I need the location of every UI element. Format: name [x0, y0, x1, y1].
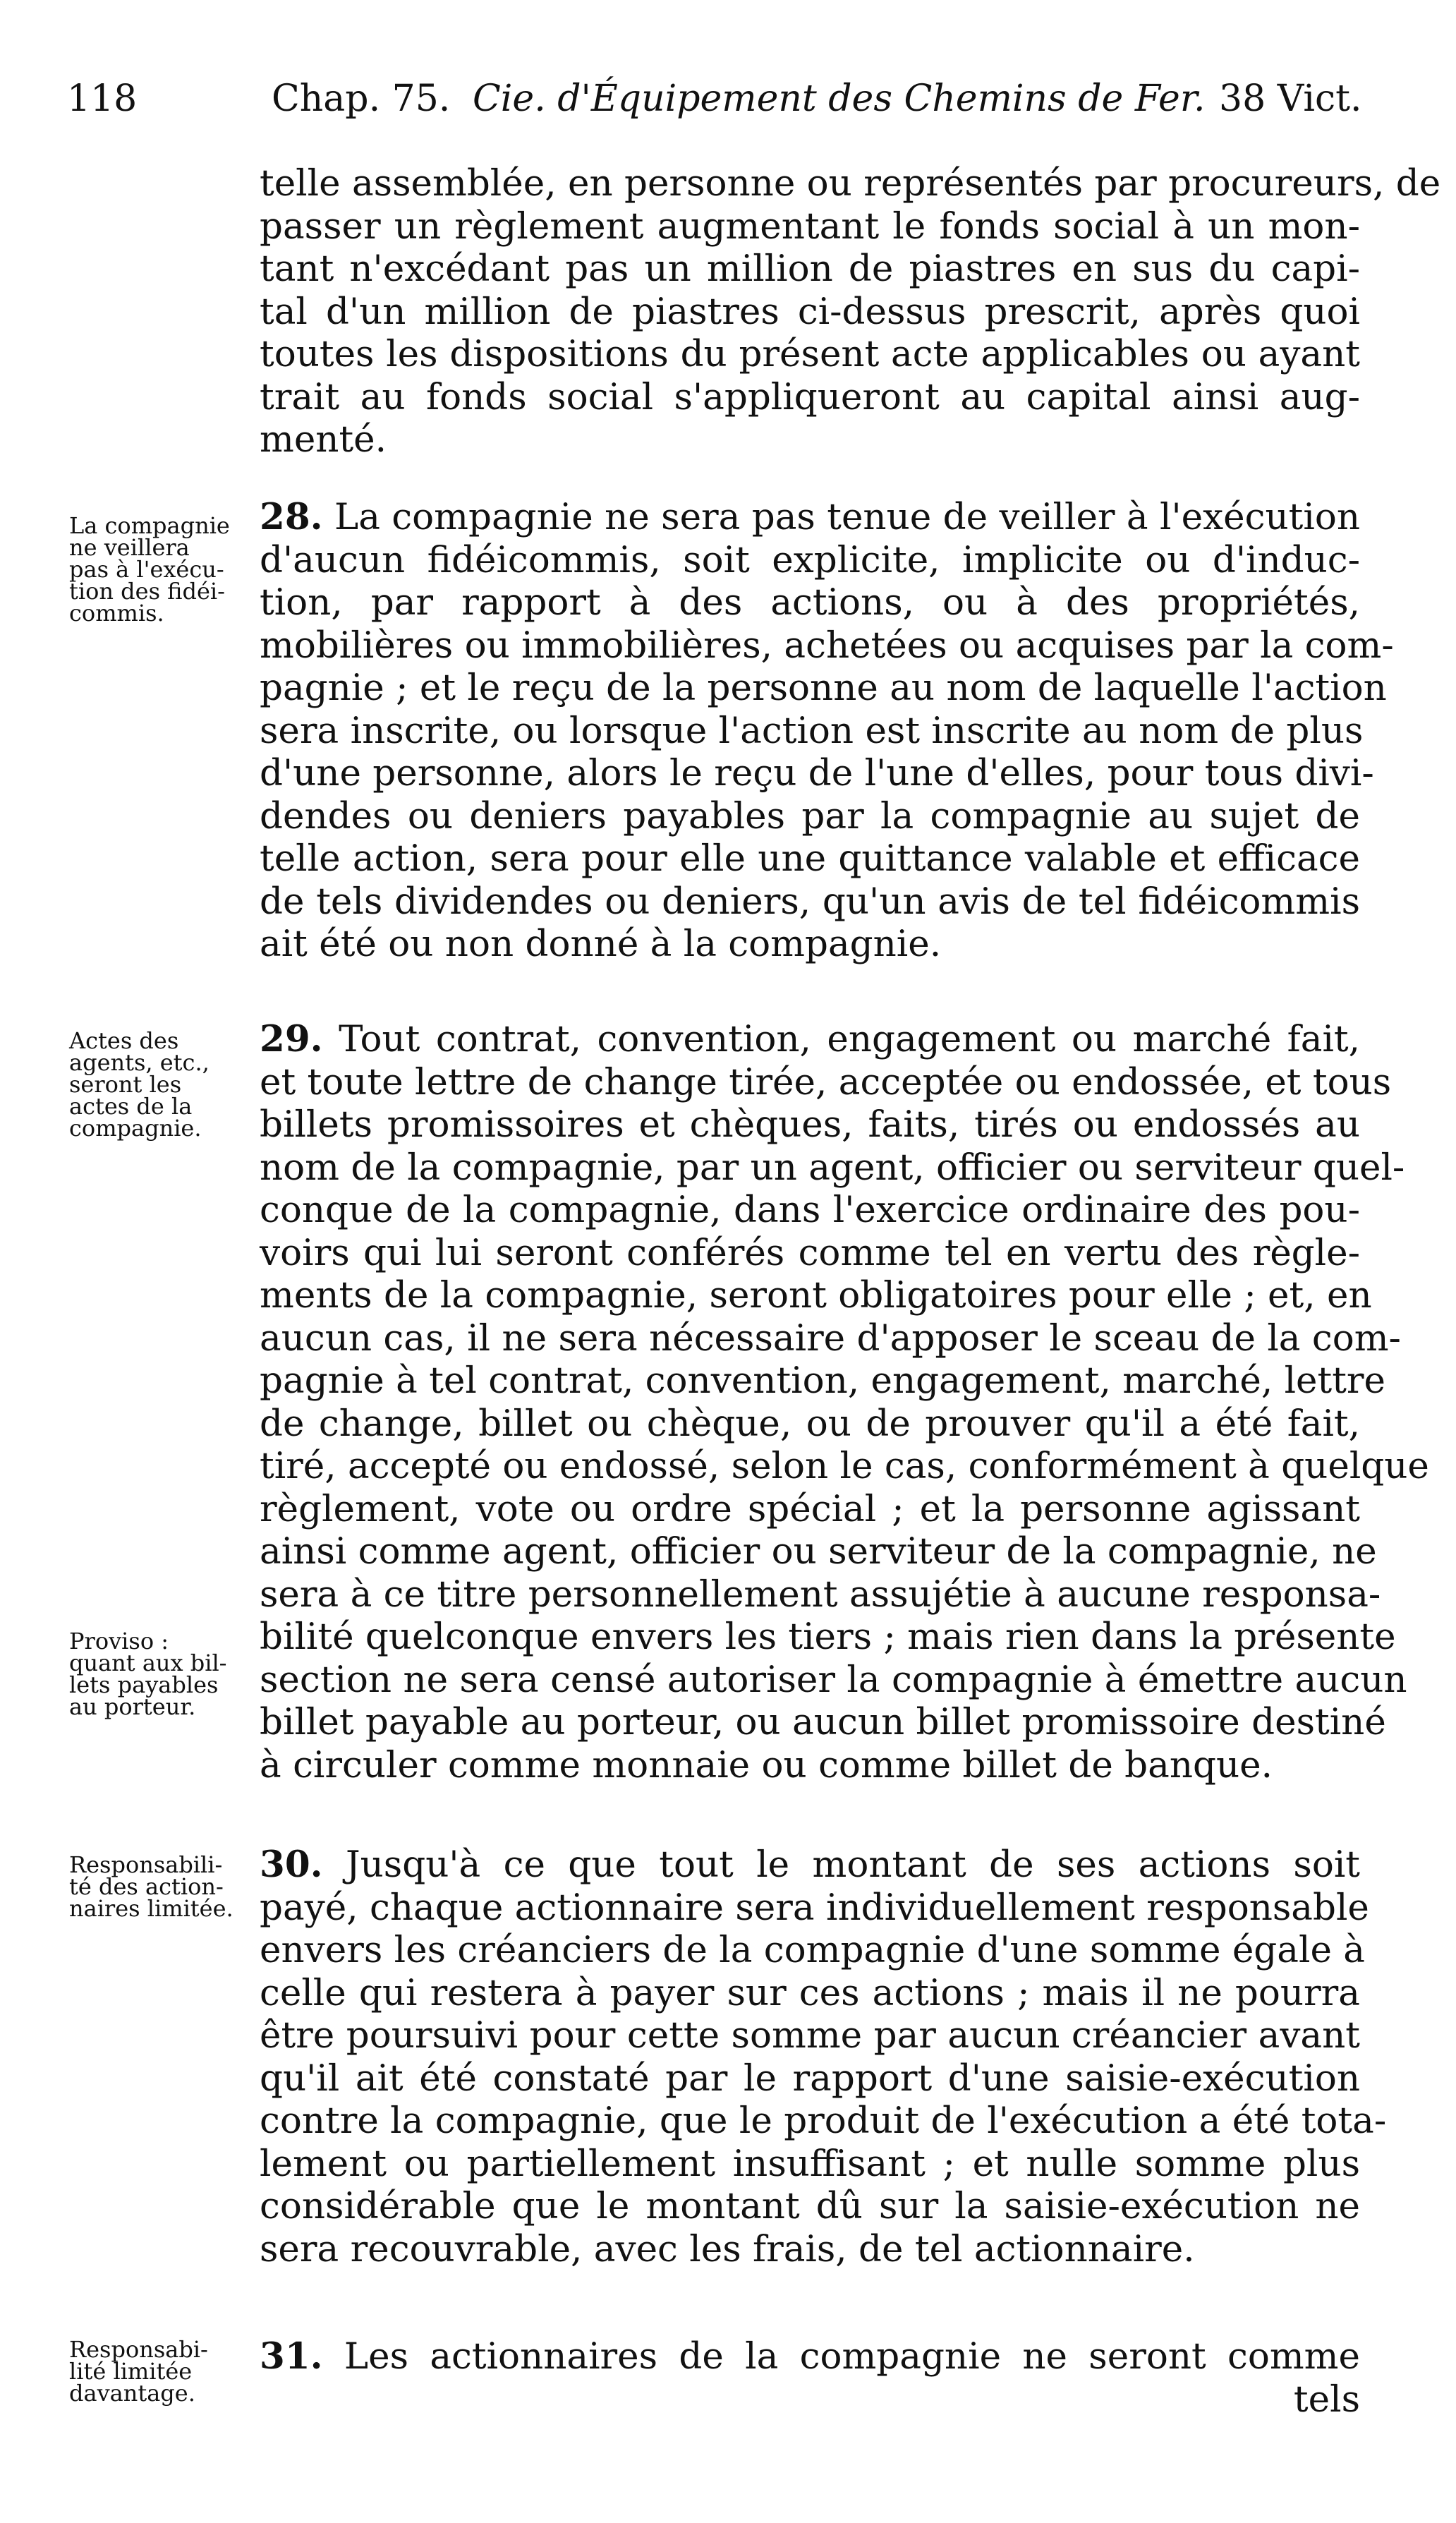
text-line — [260, 496, 1360, 539]
text-line — [260, 1844, 1360, 1887]
margin-note-line: pas à l'exécu- — [69, 556, 224, 583]
margin-note-line: La compagnie — [69, 512, 230, 539]
margin-note-line: ne veillera — [69, 534, 190, 561]
text-line: d'une personne, alors le reçu de l'une d'elles, pour tous divi- — [260, 752, 1374, 794]
text-line: bilité quelconque envers les tiers ; mais rien dans la présente — [260, 1616, 1396, 1658]
section-31 — [260, 2335, 1360, 2421]
margin-note-section-30 — [69, 1851, 249, 1922]
text-line: et toute lettre de change tirée, acceptée ou endossée, et tous — [260, 1060, 1392, 1103]
text-line: de change, billet ou chèque, ou de prouver qu'il a été fait, — [260, 1402, 1360, 1445]
section-30 — [260, 1844, 1387, 2270]
margin-note-line: Actes des — [69, 1027, 179, 1054]
margin-note-section-31 — [69, 2336, 249, 2407]
text-line: billets promissoires et chèques, faits, tirés ou endossés au — [260, 1103, 1360, 1146]
margin-note-line: lité limitée — [69, 2358, 193, 2385]
paragraph-continuation — [260, 162, 1441, 461]
text-line: envers les créanciers de la compagnie d'une somme égale à — [260, 1929, 1366, 1971]
text-line: sera inscrite, ou lorsque l'action est inscrite au nom de plus — [260, 709, 1364, 752]
text-line: considérable que le montant dû sur la saisie-exécution ne — [260, 2185, 1360, 2227]
text-line: conque de la compagnie, dans l'exercice ordinaire des pou- — [260, 1189, 1360, 1231]
margin-note-section-28 — [69, 512, 249, 627]
text-line: règlement, vote ou ordre spécial ; et la personne agissant — [260, 1487, 1360, 1530]
text-line: sera à ce titre personnellement assujétie à aucune responsa- — [260, 1573, 1381, 1616]
margin-note-line: agents, etc., — [69, 1049, 210, 1076]
text-line: nom de la compagnie, par un agent, officier ou serviteur quel- — [260, 1146, 1405, 1189]
text-line: tant n'excédant pas un million de piastres en sus du capi- — [260, 248, 1360, 290]
margin-note-proviso — [69, 1630, 249, 1718]
text-line: telle action, sera pour elle une quittance valable et efficace — [260, 837, 1360, 880]
section-number: 28. — [260, 496, 323, 538]
text-line: lement ou partiellement insuffisant ; et nulle somme plus — [260, 2142, 1360, 2185]
running-title: Cie. d'Équipement des Chemins de Fer. — [473, 78, 1206, 120]
margin-note-line: lets payables — [69, 1671, 219, 1698]
regnal-year: 38 Vict. — [1219, 78, 1362, 120]
text-line-content: Les actionnaires de la compagnie ne seront comme — [322, 2335, 1360, 2378]
text-line: de tels dividendes ou deniers, qu'un avis de tel fidéicommis — [260, 880, 1360, 923]
text-line: trait au fonds social s'appliqueront au capital ainsi aug- — [260, 375, 1360, 418]
text-line: pagnie à tel contrat, convention, engagement, marché, lettre — [260, 1360, 1386, 1402]
text-line-content: Tout contrat, convention, engagement ou marché fait, — [322, 1018, 1360, 1060]
chapter-label: Chap. 75. — [272, 78, 451, 120]
text-line: toutes les dispositions du présent acte applicables ou ayant — [260, 333, 1360, 375]
margin-note-line: Proviso : — [69, 1628, 169, 1654]
text-line: section ne sera censé autoriser la compagnie à émettre aucun — [260, 1658, 1407, 1701]
section-number: 31. — [260, 2335, 323, 2378]
margin-note-line: quant aux bil- — [69, 1650, 227, 1676]
text-line: à circuler comme monnaie ou comme billet de banque. — [260, 1743, 1273, 1786]
page-header — [0, 67, 1456, 131]
text-line: tion, par rapport à des actions, ou à des propriétés, — [260, 581, 1360, 624]
text-line: voirs qui lui seront conférés comme tel en vertu des règle- — [260, 1231, 1360, 1274]
text-line: aucun cas, il ne sera nécessaire d'apposer le sceau de la com- — [260, 1317, 1401, 1360]
text-line: mobilières ou immobilières, achetées ou acquises par la com- — [260, 624, 1394, 667]
text-line: être poursuivi pour cette somme par aucun créancier avant — [260, 2014, 1360, 2057]
text-line — [260, 2335, 1360, 2378]
text-line — [260, 1018, 1360, 1061]
text-line-content: La compagnie ne sera pas tenue de veiller à l'exécution — [322, 496, 1360, 538]
text-line: tal d'un million de piastres ci-dessus prescrit, après quoi — [260, 290, 1360, 333]
text-line: sera recouvrable, avec les frais, de tel actionnaire. — [260, 2227, 1195, 2270]
text-line: ainsi comme agent, officier ou serviteur de la compagnie, ne — [260, 1530, 1377, 1573]
text-line: pagnie ; et le reçu de la personne au nom de laquelle l'action — [260, 667, 1387, 709]
margin-note-line: Responsabi- — [69, 2336, 208, 2363]
page-number: 118 — [67, 78, 138, 120]
text-line: qu'il ait été constaté par le rapport d'une saisie-exécution — [260, 2057, 1360, 2100]
section-29 — [260, 1018, 1429, 1786]
text-line: tels — [1293, 2378, 1360, 2421]
text-line: d'aucun fidéicommis, soit explicite, implicite ou d'induc- — [260, 538, 1360, 581]
text-line-content: Jusqu'à ce que tout le montant de ses actions soit — [322, 1844, 1360, 1886]
text-line: contre la compagnie, que le produit de l'exécution a été tota- — [260, 2100, 1387, 2142]
margin-note-line: compagnie. — [69, 1115, 202, 1142]
text-line: ments de la compagnie, seront obligatoires pour elle ; et, en — [260, 1274, 1372, 1317]
text-line: billet payable au porteur, ou aucun billet promissoire destiné — [260, 1701, 1386, 1743]
text-line: ait été ou non donné à la compagnie. — [260, 923, 942, 965]
text-line: passer un règlement augmentant le fonds social à un mon- — [260, 205, 1360, 248]
text-line: celle qui restera à payer sur ces actions ; mais il ne pourra — [260, 1971, 1360, 2014]
margin-note-line: commis. — [69, 600, 164, 627]
text-line: telle assemblée, en personne ou représentés par procureurs, de — [260, 162, 1441, 205]
margin-note-line: au porteur. — [69, 1693, 196, 1720]
margin-note-section-29 — [69, 1027, 249, 1142]
margin-note-line: Responsabili- — [69, 1851, 223, 1878]
margin-note-line: tion des fidéi- — [69, 578, 225, 605]
text-line: tiré, accepté ou endossé, selon le cas, conformément à quelque — [260, 1445, 1429, 1487]
text-line: payé, chaque actionnaire sera individuellement responsable — [260, 1886, 1369, 1929]
margin-note-line: davantage. — [69, 2380, 195, 2407]
margin-note-line: actes de la — [69, 1093, 193, 1120]
section-number: 30. — [260, 1844, 323, 1886]
margin-note-line: té des action- — [69, 1873, 224, 1900]
section-number: 29. — [260, 1018, 323, 1060]
text-line: dendes ou deniers payables par la compagnie au sujet de — [260, 794, 1360, 837]
text-line: menté. — [260, 418, 387, 461]
section-28 — [260, 496, 1394, 966]
margin-note-line: seront les — [69, 1071, 182, 1098]
margin-note-line: naires limitée. — [69, 1895, 233, 1922]
